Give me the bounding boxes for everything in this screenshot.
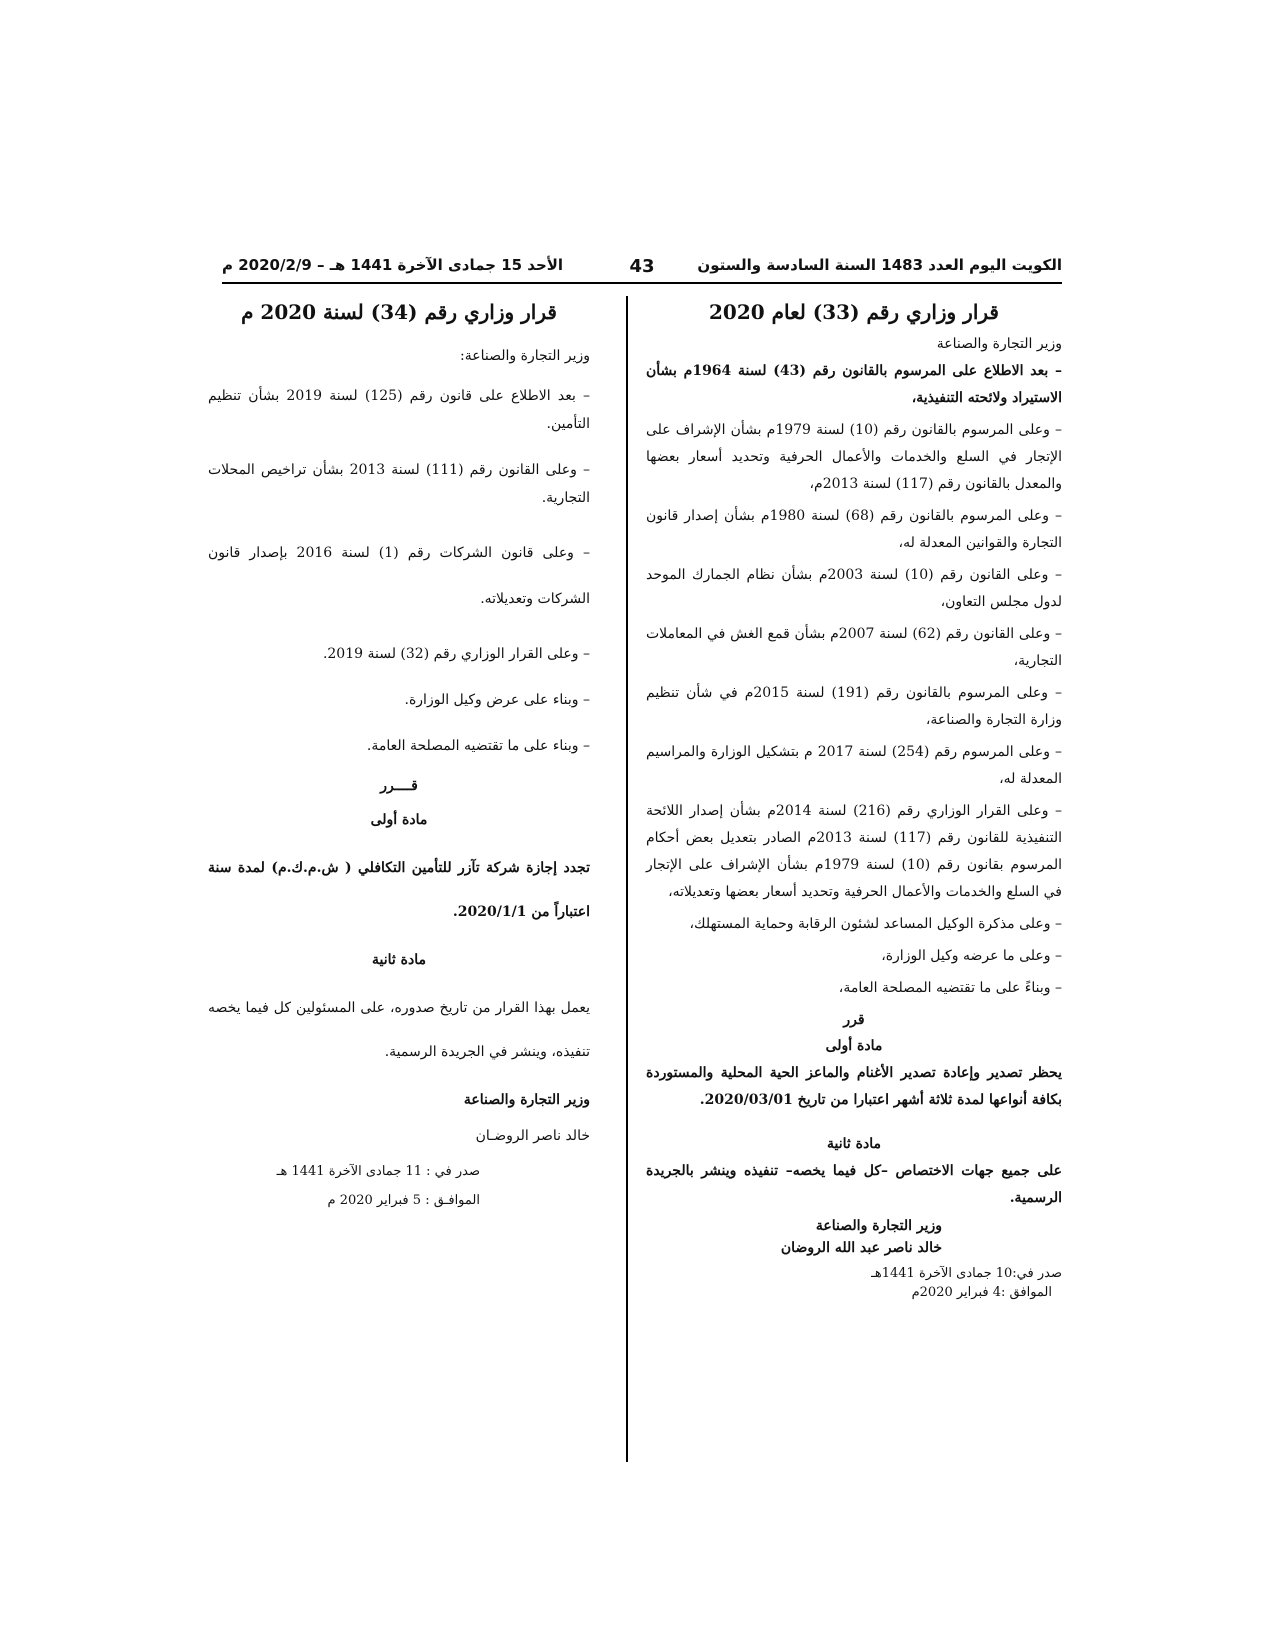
preamble-item: – وبناء على ما تقتضيه المصلحة العامة. [366,738,590,754]
preamble-item: – وبناء على عرض وكيل الوزارة. [404,692,590,708]
decision-34-column [208,296,590,1222]
article-2-text: على جميع جهات الاختصاص –كل فيما يخصه– تنفيذه وينشر بالجريدة الرسمية. [646,1163,1062,1206]
decision-34-issuer: وزير التجارة والصناعة: [460,348,590,364]
preamble-item: – وعلى القرار الوزاري رقم (216) لسنة 2014م بشأن إصدار اللائحة التنفيذية للقانون رقم (117) لسنة 2013م الصادر بتعديل بعض أحكام المرسوم بقانون رقم (10) لسنة 1979م بشأن الإشراف على الإتجار في السلع والخدمات والأعمال الحرفية وتحديد أسعار بعضها وتعديلاته، [646,803,1063,900]
preamble-item: – وعلى المرسوم بالقانون رقم (191) لسنة 2015م في شأن تنظيم وزارة التجارة والصناعة، [646,685,1062,728]
preamble-item: – وعلى القانون رقم (10) لسنة 2003م بشأن نظام الجمارك الموحد لدول مجلس التعاون، [646,567,1062,610]
decision-34-title: قرار وزاري رقم (34) لسنة 2020 م [241,300,557,324]
signer-name: خالد ناصر عبد الله الروضان [780,1240,942,1256]
preamble-item: – بعد الاطلاع على قانون رقم (125) لسنة 2019 بشأن تنظيم التأمين. [208,388,591,432]
decision-33-title: قرار وزاري رقم (33) لعام 2020 [708,300,999,324]
article-1-text: تجدد إجازة شركة تآزر للتأمين التكافلي ( ش.م.ك.م) لمدة سنة اعتباراً من 2020/1/1. [208,860,590,920]
article-2-heading: مادة ثانية [372,952,426,968]
corresponding-date: الموافـق : 5 فبراير 2020 م [327,1193,480,1208]
header-issue-info: الكويت اليوم العدد 1483 السنة السادسة والستون [697,256,1062,274]
decision-33-column [646,296,1062,1304]
preamble-item: – وعلى قانون الشركات رقم (1) لسنة 2016 بإصدار قانون الشركات وتعديلاته. [208,545,590,607]
preamble-item: – وعلى المرسوم رقم (254) لسنة 2017 م بتشكيل الوزارة والمراسيم المعدلة له، [646,744,1062,787]
header-divider [222,282,1062,284]
issued-date: صدر في:10 جمادى الآخرة 1441هـ [871,1266,1062,1281]
article-1-heading: مادة أولى [370,812,428,828]
decided-heading: قــــرر [380,778,418,794]
signer-title: وزير التجارة والصناعة [815,1218,942,1234]
signer-name: خالد ناصر الروضـان [475,1128,590,1144]
article-1-heading: مادة أولى [825,1038,883,1054]
decided-heading: قرر [843,1012,865,1028]
page-header [222,256,1062,282]
preamble-item: – بعد الاطلاع على المرسوم بالقانون رقم (43) لسنة 1964م بشأن الاستيراد ولائحته التنفيذية، [646,363,1062,406]
preamble-item: – وعلى مذكرة الوكيل المساعد لشئون الرقابة وحماية المستهلك، [689,916,1062,932]
signer-title: وزير التجارة والصناعة [463,1092,590,1108]
header-date: الأحد 15 جمادى الآخرة 1441 هـ – 2020/2/9 م [222,256,564,274]
decision-33-issuer: وزير التجارة والصناعة [936,336,1062,352]
page-number: 43 [629,256,655,277]
article-2-text: يعمل بهذا القرار من تاريخ صدوره، على المسئولين كل فيما يخصه تنفيذه، وينشر في الجريدة الرسمية. [208,1000,590,1060]
preamble-item: – وعلى القانون رقم (111) لسنة 2013 بشأن تراخيص المحلات التجارية. [208,462,590,506]
preamble-item: – وعلى المرسوم بالقانون رقم (68) لسنة 1980م بشأن إصدار قانون التجارة والقوانين المعدلة له، [646,508,1062,551]
preamble-item: – وعلى ما عرضه وكيل الوزارة، [881,948,1062,964]
preamble-item: – وعلى القانون رقم (62) لسنة 2007م بشأن قمع الغش في المعاملات التجارية، [646,626,1062,669]
preamble-item: – وعلى المرسوم بالقانون رقم (10) لسنة 1979م بشأن الإشراف على الإتجار في السلع والخدمات والأعمال الحرفية وتحديد أسعار بعضها والمعدل بالقانون رقم (117) لسنة 2013م، [646,422,1062,492]
issued-date: صدر في : 11 جمادى الآخرة 1441 هـ [276,1164,480,1179]
preamble-item: – وبناءً على ما تقتضيه المصلحة العامة، [838,980,1062,996]
column-divider [626,296,628,1462]
corresponding-date: الموافق :4 فبراير 2020م [911,1285,1052,1300]
article-2-heading: مادة ثانية [827,1136,881,1152]
preamble-item: – وعلى القرار الوزاري رقم (32) لسنة 2019. [322,646,590,662]
article-1-text: يحظر تصدير وإعادة تصدير الأغنام والماعز الحية المحلية والمستوردة بكافة أنواعها لمدة ثلاثة أشهر اعتبارا من تاريخ 2020/03/01. [646,1065,1062,1108]
